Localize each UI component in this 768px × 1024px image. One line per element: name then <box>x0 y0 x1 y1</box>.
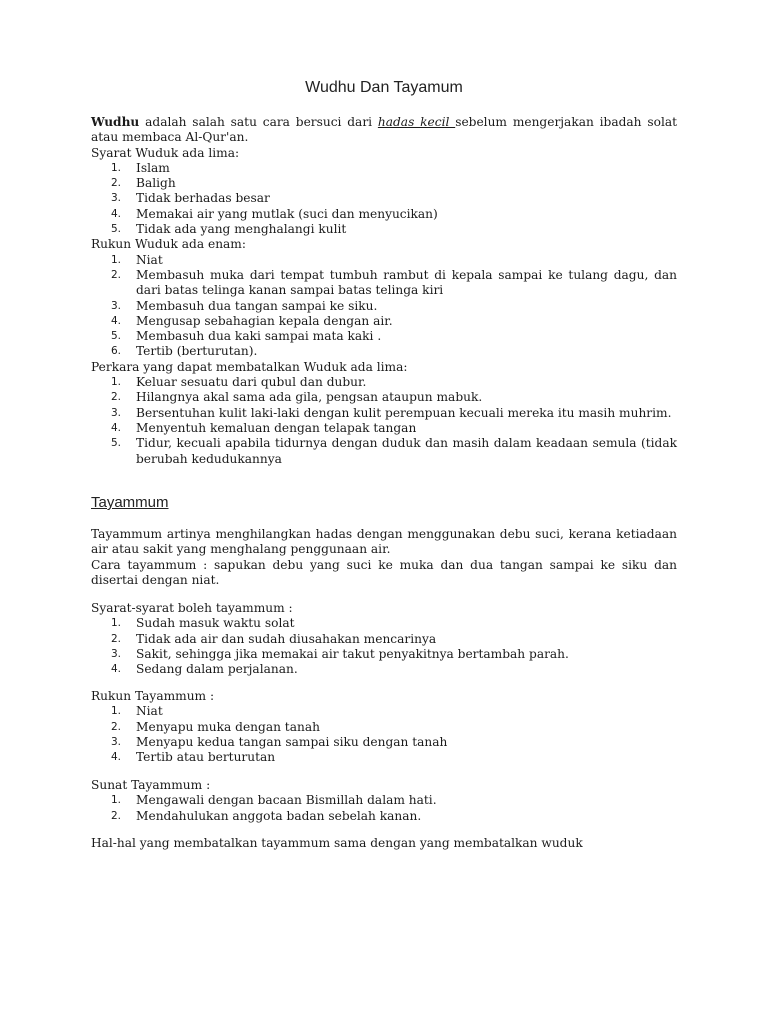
list-item: 5. Membasuh dua kaki sampai mata kaki . <box>111 329 382 344</box>
sunat-tayammum-list <box>91 793 677 824</box>
intro-text-after: sebelum mengerjakan ibadah solat atau membaca Al-Qur'an. <box>91 115 678 145</box>
list-item: 6. Tertib (berturutan). <box>111 344 258 359</box>
tayammum-method: Cara tayammum : sapukan debu yang suci ke muka dan dua tangan sampai ke siku dan disertai dengan niat. <box>91 557 677 587</box>
syarat-tayammum-list <box>91 616 677 677</box>
list-item: 4. Mengusap sebahagian kepala dengan air. <box>111 313 393 328</box>
syarat-tayammum-heading: Syarat-syarat boleh tayammum : <box>91 601 293 615</box>
batal-wuduk-list <box>91 375 677 467</box>
list-item: 1. Sudah masuk waktu solat <box>111 616 295 631</box>
list-item: 4. Menyentuh kemaluan dengan telapak tangan <box>111 420 417 435</box>
intro-text-before: adalah salah satu cara bersuci dari <box>139 115 378 129</box>
page-title: Wudhu Dan Tayamum <box>305 79 463 96</box>
intro-term: Wudhu <box>91 115 140 129</box>
rukun-tayammum-list <box>91 704 677 765</box>
list-item: 1. Keluar sesuatu dari qubul dan dubur. <box>111 375 367 390</box>
closing-section <box>91 836 677 851</box>
syarat-wuduk-list <box>91 161 677 237</box>
syarat-tayammum-section <box>91 601 677 677</box>
list-item: 3. Membasuh dua tangan sampai ke siku. <box>111 298 378 313</box>
intro-paragraph <box>91 115 677 146</box>
list-item: 5. Tidur, kecuali apabila tidurnya dengan duduk dan masih dalam keadaan semula (tidak berubah kedudukannya <box>111 436 677 466</box>
list-item: 1. Niat <box>111 704 163 719</box>
sunat-tayammum-section <box>91 778 677 824</box>
tayammum-definition: Tayammum artinya menghilangkan hadas dengan menggunakan debu suci, kerana ketiadaan air atau sakit yang menghalang penggunaan air. <box>91 527 677 557</box>
list-item: 2. Baligh <box>111 176 176 191</box>
list-item: 2. Hilangnya akal sama ada gila, pengsan ataupun mabuk. <box>111 390 483 405</box>
rukun-tayammum-heading: Rukun Tayammum : <box>91 689 215 703</box>
wudhu-section <box>91 115 677 467</box>
list-item: 3. Sakit, sehingga jika memakai air takut penyakitnya bertambah parah. <box>111 646 569 661</box>
list-item: 1. Niat <box>111 252 163 267</box>
list-item: 2. Membasuh muka dari tempat tumbuh rambut di kepala sampai ke tulang dagu, dan dari batas telinga kanan sampai batas telinga kiri <box>111 267 677 298</box>
list-item: 3. Menyapu kedua tangan sampai siku dengan tanah <box>111 734 448 749</box>
rukun-wuduk-list <box>91 253 677 360</box>
sunat-tayammum-heading: Sunat Tayammum : <box>91 778 211 792</box>
list-item: 1. Islam <box>111 160 170 175</box>
batal-wuduk-heading: Perkara yang dapat membatalkan Wuduk ada lima: <box>91 359 408 374</box>
syarat-wuduk-heading: Syarat Wuduk ada lima: <box>91 145 240 160</box>
list-item: 2. Mendahulukan anggota badan sebelah kanan. <box>111 808 422 823</box>
list-item: 2. Tidak ada air dan sudah diusahakan mencarinya <box>111 631 437 646</box>
closing-paragraph: Hal-hal yang membatalkan tayammum sama dengan yang membatalkan wuduk <box>91 836 583 850</box>
tayammum-heading: Tayammum <box>91 494 169 511</box>
rukun-wuduk-heading: Rukun Wuduk ada enam: <box>91 237 246 252</box>
list-item: 2. Menyapu muka dengan tanah <box>111 719 320 734</box>
tayammum-section <box>91 527 677 588</box>
list-item: 1. Mengawali dengan bacaan Bismillah dalam hati. <box>111 793 437 808</box>
rukun-tayammum-section <box>91 689 677 765</box>
list-item: 4. Memakai air yang mutlak (suci dan menyucikan) <box>111 206 438 221</box>
hadas-kecil-link[interactable]: hadas kecil <box>377 115 456 129</box>
list-item: 5. Tidak ada yang menghalangi kulit <box>111 222 347 237</box>
list-item: 3. Bersentuhan kulit laki-laki dengan kulit perempuan kecuali mereka itu masih muhrim. <box>111 405 672 420</box>
list-item: 4. Tertib atau berturutan <box>111 750 276 765</box>
list-item: 3. Tidak berhadas besar <box>111 191 270 206</box>
list-item: 4. Sedang dalam perjalanan. <box>111 662 298 677</box>
